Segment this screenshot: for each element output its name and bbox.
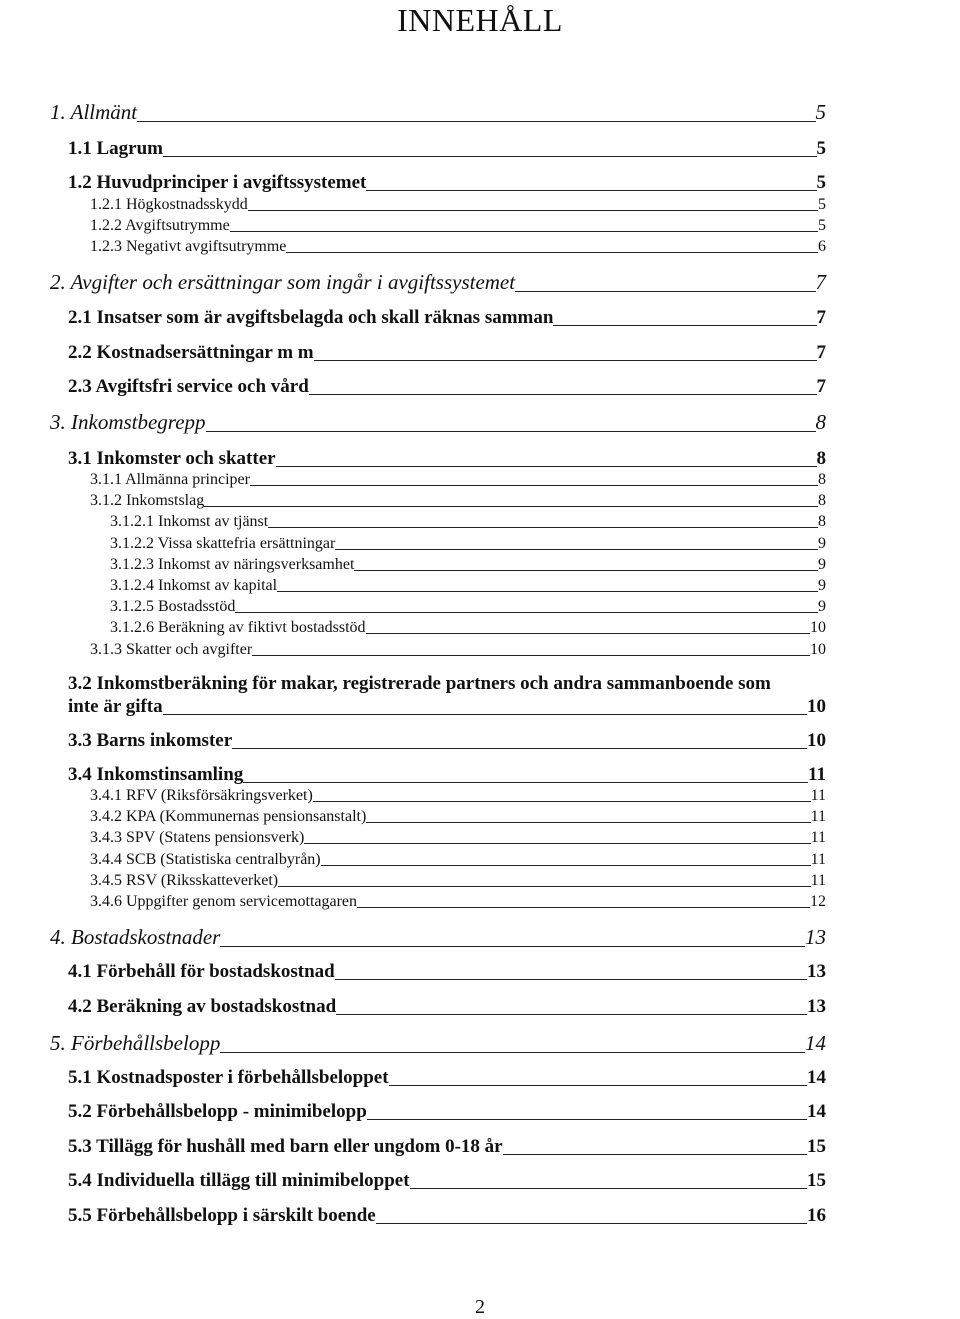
toc-entry-page: 11 <box>810 829 826 846</box>
toc-item-3-1-2-4[interactable] <box>110 577 826 595</box>
toc-entry-label: 3.1 Inkomster och skatter <box>68 448 276 469</box>
toc-entry-page: 7 <box>816 342 826 363</box>
leader-line <box>313 801 811 802</box>
leader-line <box>354 570 818 571</box>
toc-entry-label: 3.4.3 SPV (Statens pensionsverk) <box>90 829 305 846</box>
toc-entry-page: 5 <box>815 100 826 124</box>
toc-chapter-5[interactable] <box>50 1031 826 1056</box>
toc-section-5-5[interactable] <box>68 1205 826 1227</box>
toc-entry-page: 10 <box>807 696 826 717</box>
toc-subsection-1-2-2[interactable] <box>90 217 826 235</box>
leader-line <box>366 822 810 823</box>
toc-entry-page: 5 <box>816 138 826 159</box>
toc-entry-label: 2. Avgifter och ersättningar som ingår i avgiftssystemet <box>50 270 516 294</box>
toc-entry-label: 3.1.2 Inkomstslag <box>90 492 205 509</box>
leader-line <box>309 394 817 395</box>
leader-line <box>248 210 818 211</box>
toc-entry-page: 7 <box>815 270 826 294</box>
toc-section-1-1[interactable] <box>68 138 826 160</box>
leader-line <box>321 865 811 866</box>
toc-entry-label: 4.2 Beräkning av bostadskostnad <box>68 996 337 1017</box>
leader-line <box>336 1014 807 1015</box>
toc-entry-label: 3.4.4 SCB (Statistiska centralbyrån) <box>90 851 321 868</box>
toc-section-5-4[interactable] <box>68 1170 826 1192</box>
toc-entry-label: 4.1 Förbehåll för bostadskostnad <box>68 961 335 982</box>
toc-item-3-1-2-2[interactable] <box>110 535 826 553</box>
toc-chapter-1[interactable] <box>50 100 826 125</box>
toc-entry-page: 8 <box>818 492 826 509</box>
toc-entry-label: 5.1 Kostnadsposter i förbehållsbeloppet <box>68 1067 389 1088</box>
leader-line <box>367 1119 807 1120</box>
page-number: 2 <box>475 1296 485 1318</box>
toc-item-3-1-2-5[interactable] <box>110 598 826 616</box>
leader-line <box>410 1188 807 1189</box>
toc-entry-page: 9 <box>818 556 826 573</box>
leader-line <box>163 156 817 157</box>
toc-entry-label: 1.2.3 Negativt avgiftsutrymme <box>90 238 287 255</box>
toc-subsection-1-2-3[interactable] <box>90 238 826 256</box>
toc-entry-page: 10 <box>810 641 826 658</box>
toc-entry-page: 9 <box>818 598 826 615</box>
toc-entry-page: 7 <box>816 376 826 397</box>
leader-line <box>232 748 807 749</box>
leader-line <box>252 655 810 656</box>
toc-entry-page: 13 <box>807 996 826 1017</box>
toc-entry-label: 5.3 Tillägg för hushåll med barn eller ungdom 0-18 år <box>68 1136 503 1157</box>
toc-subsection-3-4-5[interactable] <box>90 872 826 890</box>
toc-subsection-3-4-3[interactable] <box>90 829 826 847</box>
leader-line <box>376 1223 807 1224</box>
toc-entry-label: 3.4 Inkomstinsamling <box>68 764 244 785</box>
toc-item-3-1-2-1[interactable] <box>110 513 826 531</box>
toc-entry-page: 15 <box>807 1136 826 1157</box>
leader-line <box>137 121 815 122</box>
leader-line <box>553 325 816 326</box>
toc-entry-page: 5 <box>818 196 826 213</box>
leader-line <box>230 231 818 232</box>
leader-line <box>314 360 817 361</box>
toc-entry-page: 6 <box>818 238 826 255</box>
toc-subsection-3-1-3[interactable] <box>90 641 826 659</box>
toc-section-3-4[interactable] <box>68 764 826 786</box>
toc-section-3-2-first-line[interactable]: 3.2 Inkomstberäkning för makar, registrerade partners och andra sammanboende som <box>68 673 771 694</box>
leader-line <box>366 633 810 634</box>
toc-entry-label: 3.1.2.2 Vissa skattefria ersättningar <box>110 535 336 552</box>
toc-subsection-1-2-1[interactable] <box>90 196 826 214</box>
toc-entry-label: 3.1.2.4 Inkomst av kapital <box>110 577 278 594</box>
toc-entry-page: 15 <box>807 1170 826 1191</box>
leader-line <box>366 190 816 191</box>
toc-subsection-3-1-2[interactable] <box>90 492 826 510</box>
toc-entry-label: 1.2 Huvudprinciper i avgiftssystemet <box>68 172 367 193</box>
toc-entry-page: 5 <box>816 172 826 193</box>
toc-entry-page: 9 <box>818 577 826 594</box>
leader-line <box>250 485 818 486</box>
toc-chapter-3[interactable] <box>50 410 826 435</box>
toc-entry-label: 3.1.3 Skatter och avgifter <box>90 641 253 658</box>
toc-entry-label: 5. Förbehållsbelopp <box>50 1031 221 1055</box>
toc-entry-label: 3.3 Barns inkomster <box>68 730 233 751</box>
toc-chapter-2[interactable] <box>50 270 826 295</box>
toc-entry-label: 2.2 Kostnadsersättningar m m <box>68 342 314 363</box>
toc-entry-page: 11 <box>810 851 826 868</box>
toc-entry-page: 11 <box>810 808 826 825</box>
leader-line <box>357 907 810 908</box>
toc-entry-page: 5 <box>818 217 826 234</box>
leader-line <box>206 431 816 432</box>
toc-section-2-1[interactable] <box>68 307 826 329</box>
toc-subsection-3-4-1[interactable] <box>90 787 826 805</box>
toc-entry-label: 3. Inkomstbegrepp <box>50 410 206 434</box>
toc-entry-label: 3.1.2.1 Inkomst av tjänst <box>110 513 269 530</box>
leader-line <box>286 252 818 253</box>
toc-section-2-3[interactable] <box>68 376 826 398</box>
toc-section-5-2[interactable] <box>68 1101 826 1123</box>
toc-entry-label: 3.1.2.6 Beräkning av fiktivt bostadsstöd <box>110 619 366 636</box>
toc-entry-page: 11 <box>810 872 826 889</box>
toc-entry-label: 3.4.2 KPA (Kommunernas pensionsanstalt) <box>90 808 367 825</box>
toc-section-3-2[interactable] <box>68 696 826 718</box>
toc-section-3-1[interactable] <box>68 448 826 470</box>
toc-entry-page: 7 <box>816 307 826 328</box>
leader-line <box>277 591 818 592</box>
toc-entry-label: 3.1.1 Allmänna principer <box>90 471 250 488</box>
leader-line <box>220 1052 805 1053</box>
toc-entry-label: 2.3 Avgiftsfri service och vård <box>68 376 309 397</box>
toc-section-4-2[interactable] <box>68 996 826 1018</box>
toc-chapter-4[interactable] <box>50 925 826 950</box>
leader-line <box>515 291 815 292</box>
leader-line <box>268 527 818 528</box>
toc-section-2-2[interactable] <box>68 342 826 364</box>
toc-subsection-3-4-6[interactable] <box>90 893 826 911</box>
leader-line <box>220 946 805 947</box>
leader-line <box>503 1154 807 1155</box>
toc-entry-label: 5.4 Individuella tillägg till minimibeloppet <box>68 1170 410 1191</box>
toc-entry-page: 14 <box>807 1101 826 1122</box>
toc-entry-label: 3.1.2.5 Bostadsstöd <box>110 598 236 615</box>
toc-entry-label: 1. Allmänt <box>50 100 138 124</box>
toc-subsection-3-1-1[interactable] <box>90 471 826 489</box>
toc-entry-page: 8 <box>815 410 826 434</box>
toc-entry-label: 3.4.6 Uppgifter genom servicemottagaren <box>90 893 358 910</box>
toc-entry-page: 12 <box>810 893 826 910</box>
toc-entry-label: 5.5 Förbehållsbelopp i särskilt boende <box>68 1205 376 1226</box>
toc-entry-page: 13 <box>805 925 826 949</box>
toc-item-3-1-2-6[interactable] <box>110 619 826 637</box>
toc-section-5-1[interactable] <box>68 1067 826 1089</box>
toc-entry-page: 16 <box>807 1205 826 1226</box>
toc-item-3-1-2-3[interactable] <box>110 556 826 574</box>
leader-line <box>389 1085 807 1086</box>
page-title: INNEHÅLL <box>397 2 563 38</box>
toc-section-1-2[interactable] <box>68 172 826 194</box>
toc-entry-label: 1.1 Lagrum <box>68 138 163 159</box>
toc-entry-page: 8 <box>816 448 826 469</box>
toc-entry-page: 11 <box>810 787 826 804</box>
toc-entry-label: 1.2.2 Avgiftsutrymme <box>90 217 230 234</box>
toc-entry-label: 5.2 Förbehållsbelopp - minimibelopp <box>68 1101 367 1122</box>
leader-line <box>276 466 817 467</box>
toc-entry-page: 8 <box>818 471 826 488</box>
toc-entry-page: 13 <box>807 961 826 982</box>
leader-line <box>204 506 818 507</box>
toc-entry-label: 3.4.5 RSV (Riksskatteverket) <box>90 872 279 889</box>
leader-line <box>335 979 807 980</box>
toc-entry-page: 8 <box>818 513 826 530</box>
leader-line <box>235 612 818 613</box>
toc-entry-label: 3.4.1 RFV (Riksförsäkringsverket) <box>90 787 313 804</box>
toc-entry-label: inte är gifta <box>68 696 163 717</box>
toc-section-4-1[interactable] <box>68 961 826 983</box>
toc-entry-page: 11 <box>808 764 826 785</box>
leader-line <box>335 549 818 550</box>
toc-section-5-3[interactable] <box>68 1136 826 1158</box>
leader-line <box>304 843 810 844</box>
toc-subsection-3-4-2[interactable] <box>90 808 826 826</box>
toc-entry-page: 14 <box>807 1067 826 1088</box>
toc-entry-label: 4. Bostadskostnader <box>50 925 221 949</box>
toc-entry-label: 2.1 Insatser som är avgiftsbelagda och skall räknas samman <box>68 307 554 328</box>
toc-subsection-3-4-4[interactable] <box>90 851 826 869</box>
leader-line <box>278 886 810 887</box>
toc-section-3-3[interactable] <box>68 730 826 752</box>
toc-entry-page: 14 <box>805 1031 826 1055</box>
leader-line <box>243 782 808 783</box>
toc-entry-label: 1.2.1 Högkostnadsskydd <box>90 196 248 213</box>
toc-entry-page: 10 <box>810 619 826 636</box>
toc-entry-page: 9 <box>818 535 826 552</box>
toc-entry-page: 10 <box>807 730 826 751</box>
toc-entry-label: 3.1.2.3 Inkomst av näringsverksamhet <box>110 556 355 573</box>
leader-line <box>163 714 807 715</box>
